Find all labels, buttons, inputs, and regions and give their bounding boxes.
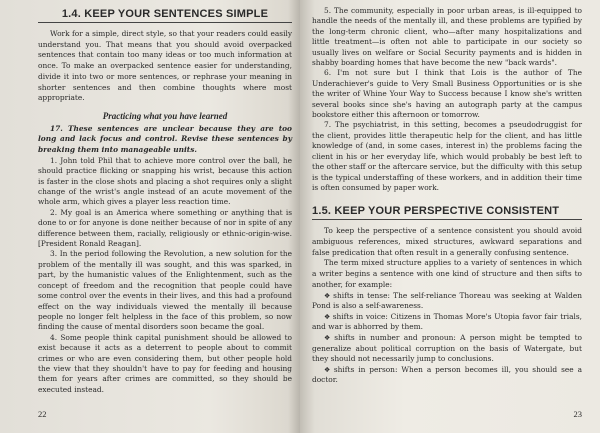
shift-example: ❖ shifts in person: When a person becomes ill, you should see a doctor.	[312, 364, 582, 385]
practice-subheading: Practicing what you have learned	[102, 110, 228, 121]
left-page-content	[38, 8, 292, 395]
diamond-bullet-icon: ❖	[324, 365, 332, 374]
exercise-item: 5. The community, especially in poor urban areas, is ill-equipped to handle the needs of the mentally ill, and these problems are typified by the long-term chronic client, who—after many hospitalizations and little treatment—is often not able to participate in our society so usually lives on welfare or Social Security payments and is hidden in shabby boarding homes that have become the new "back wards".	[312, 6, 582, 68]
intro-paragraph: Work for a simple, direct style, so that your readers could easily understand you. That means that you should avoid overpacked sentences that contain too many ideas or too much information at once. To make an overpacked sentence easier for understanding, divide it into two or more sentences, or rephrase your meaning in shorter sentences and then combine thoughts where most appropriate.	[38, 29, 292, 103]
exercise-item: 6. I'm not sure but I think that Lois is the author of The Underachiever's guide to Very Small Business Opportunities or is she the writer of Whine Your Way to Success because I know she's written several books since she's having an autograph party at the campus bookstore either this afternoon or tomorrow.	[312, 68, 582, 120]
exercise-item: 7. The psychiatrist, in this setting, becomes a pseudodruggist for the client, provides little therapeutic help for the client, and has little knowledge of (and, in some cases, interest in) the problems facing the client in his or her everyday life, which would probably be best left to the other staff or the aftercare service, but the difficulty with this setup is the typical understaffing of these workers, and in addition their time is often consumed by paper work.	[312, 120, 582, 192]
mixed-structure-paragraph: The term mixed structure applies to a variety of sentences in which a writer begins a sentence with one kind of structure and then sifts to another, for example:	[312, 258, 582, 289]
diamond-bullet-icon: ❖	[324, 312, 331, 321]
exercise-item: 1. John told Phil that to achieve more control over the ball, he should practice flicking or snapping his wrist, because this action is faster in the close shots and placing a shot requires only a slight change of the wrist's angle instead of an acute movement of the whole arm, which gives a player less reaction time.	[38, 155, 292, 207]
shift-example: ❖ shifts in number and pronoun: A person might be tempted to generalize about political corruption on the basis of Watergate, but they should not necessarily jump to conclusions.	[312, 332, 582, 364]
exercise-item: 3. In the period following the Revolution, a new solution for the problem of the mentally ill was sought, and this was sparked, in part, by the humanistic values of the Enlightenment, such as the concept of freedom and the recognition that people could have some control over the events in their lives, and this had a profound effect on the way individuals viewed the mentally ill because people no longer felt helpless in the face of this problem, so now finding the cause of mental disorders soon became the goal.	[38, 249, 292, 332]
section-heading-1-4: 1.4. KEEP YOUR SENTENCES SIMPLE	[38, 8, 292, 23]
diamond-bullet-icon: ❖	[324, 333, 333, 342]
section-heading-1-5: 1.5. KEEP YOUR PERSPECTIVE CONSISTENT	[312, 205, 582, 220]
exercise-instruction: 17. These sentences are unclear because they are too long and lack focus and control. Revise these sentences by breaking them into manageable units.	[38, 123, 292, 154]
diamond-bullet-icon: ❖	[324, 291, 332, 300]
page-number-right: 23	[573, 409, 582, 419]
shift-example: ❖ shifts in voice: Citizens in Thomas More's Utopia favor fair trials, and war is abhorred by them.	[312, 311, 582, 332]
shift-example: ❖ shifts in tense: The self-reliance Thoreau was seeking at Walden Pond is also a self-awareness.	[312, 290, 582, 311]
perspective-intro: To keep the perspective of a sentence consistent you should avoid ambiguous references, mixed structures, awkward separations and false predication that often result in a generally confusing sentence.	[312, 226, 582, 257]
exercise-item: 4. Some people think capital punishment should be allowed to exist because it acts as a deterrent to people about to commit crimes or who are even considering them, but other people hold the view that they shouldn't have to pay for feeding and housing them for years after crimes are committed, so they should be executed instead.	[38, 332, 292, 394]
right-page	[300, 0, 600, 433]
exercise-item: 2. My goal is an America where something or anything that is done to or for anyone is done neither because of nor in spite of any difference between them, racially, religiously or ethnic-origin-wise. [President Ronald Reagan].	[38, 207, 292, 249]
right-page-content	[312, 6, 582, 386]
page-number-left: 22	[38, 409, 47, 419]
